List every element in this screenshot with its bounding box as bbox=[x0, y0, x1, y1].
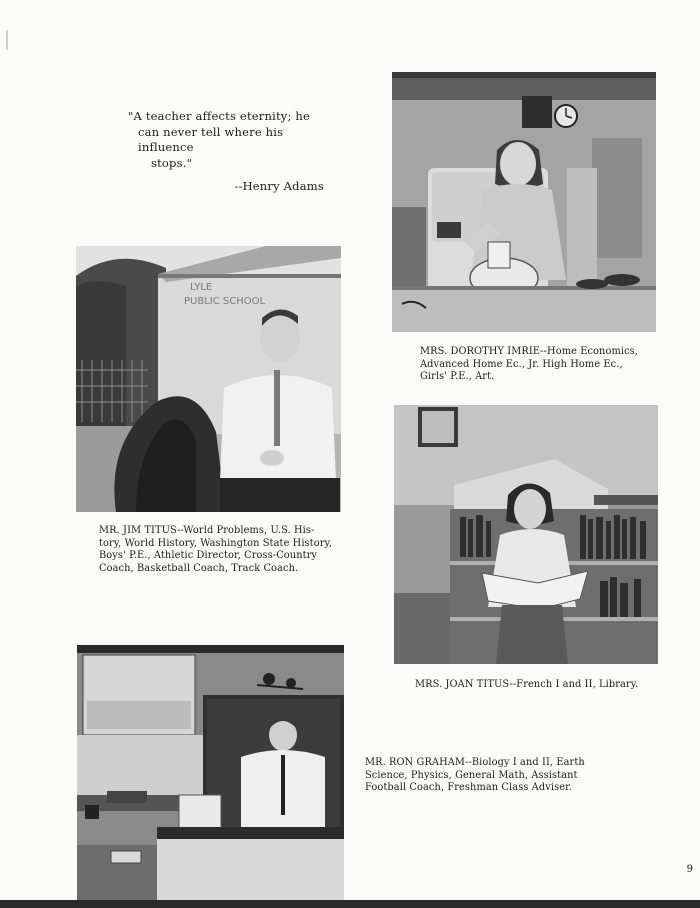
quote-block bbox=[120, 109, 330, 195]
page-number: 9 bbox=[686, 864, 693, 875]
quote-line-3: stops." bbox=[151, 155, 193, 170]
school-sign-line-1: LYLE bbox=[190, 282, 213, 293]
caption-line: Advanced Home Ec., Jr. High Home Ec., bbox=[420, 358, 623, 370]
school-sign-line-2: PUBLIC SCHOOL bbox=[184, 296, 266, 307]
page-margin-mark bbox=[6, 30, 8, 50]
caption-line: Science, Physics, General Math, Assistant bbox=[365, 769, 578, 781]
photo-joan-titus bbox=[394, 405, 658, 664]
caption-line: MR. JIM TITUS--World Problems, U.S. His- bbox=[99, 525, 315, 536]
photo-jim-titus bbox=[76, 246, 341, 512]
caption-joan-titus bbox=[415, 679, 638, 692]
caption-line: Coach, Basketball Coach, Track Coach. bbox=[99, 562, 299, 574]
caption-jim-titus bbox=[99, 525, 332, 575]
caption-ron-graham bbox=[365, 757, 585, 795]
quote-attribution: --Henry Adams bbox=[234, 179, 324, 193]
caption-line: MR. RON GRAHAM--Biology I and II, Earth bbox=[365, 757, 585, 768]
caption-line: Boys' P.E., Athletic Director, Cross-Country bbox=[99, 550, 318, 562]
bottom-edge-rule bbox=[0, 900, 700, 908]
caption-line: Football Coach, Freshman Class Adviser. bbox=[365, 782, 573, 794]
photo-ron-graham bbox=[77, 645, 344, 900]
caption-dorothy-imrie bbox=[420, 346, 638, 384]
quote-line-1: "A teacher affects eternity; he bbox=[128, 109, 311, 123]
caption-line: Girls' P.E., Art. bbox=[420, 371, 495, 383]
quote-line-2: can never tell where his influence bbox=[138, 124, 284, 154]
photo-dorothy-imrie bbox=[392, 72, 656, 332]
caption-line: tory, World History, Washington State History, bbox=[99, 537, 333, 549]
caption-line: MRS. DOROTHY IMRIE--Home Economics, bbox=[420, 346, 638, 357]
caption-line: MRS. JOAN TITUS--French I and II, Library. bbox=[415, 679, 639, 690]
